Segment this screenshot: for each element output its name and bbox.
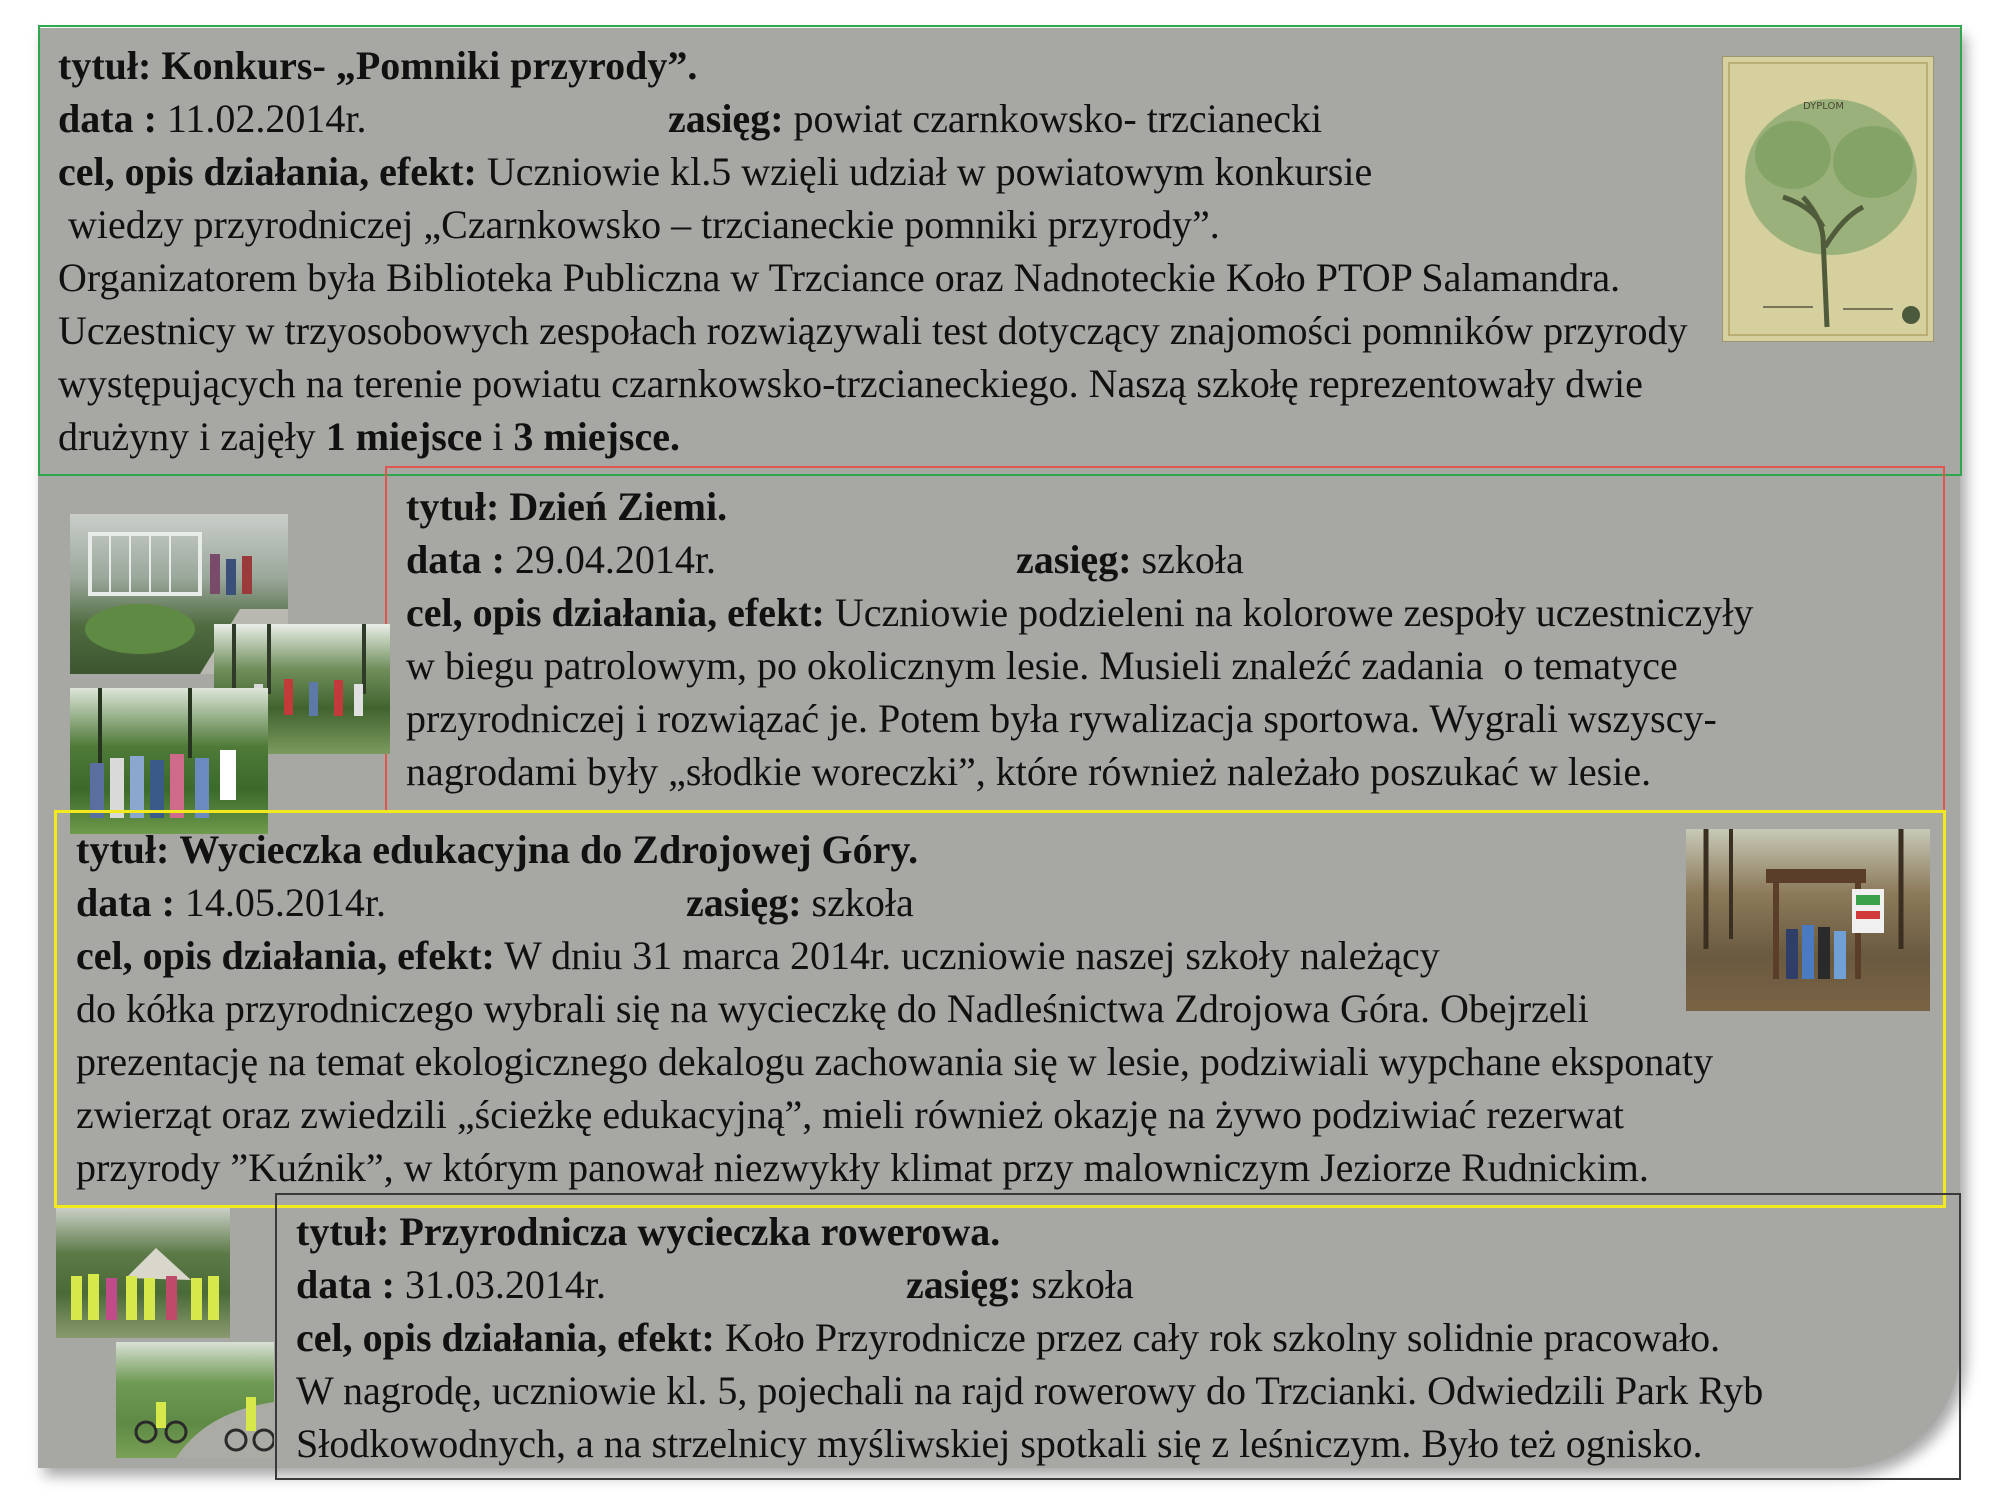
- section-2-scope: szkoła: [1141, 537, 1244, 582]
- section-4-date: 31.03.2014r.: [404, 1262, 607, 1307]
- section-2-desc-line-1: [406, 586, 1753, 639]
- section-1-desc-line-6: [58, 410, 680, 463]
- result-third-place: 3 miejsce.: [513, 414, 680, 459]
- scope-label: zasięg:: [1016, 537, 1132, 582]
- section-4-desc-text-1: Koło Przyrodnicze przez cały rok szkolny solidnie pracowało.: [724, 1315, 1721, 1360]
- section-1-date: 11.02.2014r.: [166, 96, 367, 141]
- section-1-scope: powiat czarnkowsko- trzcianecki: [793, 96, 1323, 141]
- title-label: tytuł:: [296, 1209, 390, 1254]
- section-3-title-line: [76, 823, 918, 876]
- diploma-tree-graphic: [1723, 57, 1933, 341]
- photo-bike-path: [116, 1342, 274, 1458]
- date-label: data :: [296, 1262, 395, 1307]
- section-1-desc-line-5: występujących na terenie powiatu czarnkowsko-trzcianeckiego. Naszą szkołę reprezentowały dwie: [58, 361, 1643, 406]
- section-1-title: Konkurs- „Pomniki przyrody”.: [161, 43, 698, 88]
- section-2-desc-line-4: nagrodami były „słodkie woreczki”, które również należało poszukać w lesie.: [406, 749, 1652, 794]
- section-3-scope: szkoła: [811, 880, 914, 925]
- date-label: data :: [406, 537, 505, 582]
- desc-label: cel, opis działania, efekt:: [58, 149, 477, 194]
- section-3-date-line: [76, 876, 386, 929]
- section-2-desc-line-2: w biegu patrolowym, po okolicznym lesie. Musieli znaleźć zadania o tematyce: [406, 643, 1678, 688]
- date-label: data :: [58, 96, 157, 141]
- section-2-date: 29.04.2014r.: [514, 537, 717, 582]
- scope-label: zasięg:: [906, 1262, 1022, 1307]
- section-4-title-line: [296, 1205, 1000, 1258]
- section-3-scope-line: [686, 876, 914, 929]
- title-label: tytuł:: [58, 43, 152, 88]
- section-3-desc-text-1: W dniu 31 marca 2014r. uczniowie naszej szkoły należący: [504, 933, 1440, 978]
- section-3-desc-line-3: prezentację na temat ekologicznego dekalogu zachowania się w lesie, podziwiali wypchane eksponaty: [76, 1039, 1714, 1084]
- section-4-desc-line-3: Słodkowodnych, a na strzelnicy myśliwskiej spotkali się z leśniczym. Było też ognisko.: [296, 1421, 1703, 1466]
- section-4-date-line: [296, 1258, 606, 1311]
- section-1-date-line: [58, 92, 367, 145]
- section-3-date: 14.05.2014r.: [184, 880, 387, 925]
- result-text: drużyny i zajęły: [58, 414, 326, 459]
- section-1-scope-line: [668, 92, 1322, 145]
- section-2-date-line: [406, 533, 716, 586]
- section-4-scope: szkoła: [1031, 1262, 1134, 1307]
- section-3-desc-line-2: do kółka przyrodniczego wybrali się na wycieczkę do Nadleśnictwa Zdrojowa Góra. Obejrzeli: [76, 986, 1589, 1031]
- title-label: tytuł:: [406, 484, 500, 529]
- desc-label: cel, opis działania, efekt:: [406, 590, 825, 635]
- section-1-desc-line-1: [58, 145, 1372, 198]
- section-1-title-line: [58, 39, 697, 92]
- scope-label: zasięg:: [668, 96, 784, 141]
- section-1-desc-line-2: wiedzy przyrodniczej „Czarnkowsko – trzcianeckie pomniki przyrody”.: [58, 202, 1220, 247]
- section-4-title: Przyrodnicza wycieczka rowerowa.: [399, 1209, 1001, 1254]
- result-connector: i: [482, 414, 514, 459]
- scope-label: zasięg:: [686, 880, 802, 925]
- title-label: tytuł:: [76, 827, 170, 872]
- section-3-desc-line-4: zwierząt oraz zwiedzili „ścieżkę edukacyjną”, mieli również okazję na żywo podziwiać rezerwat: [76, 1092, 1625, 1137]
- photo-bike-group-scene: [56, 1208, 230, 1338]
- diploma-image: [1722, 56, 1934, 342]
- section-2-desc-line-3: przyrodniczej i rozwiązać je. Potem była rywalizacja sportowa. Wygrali wszyscy-: [406, 696, 1717, 741]
- date-label: data :: [76, 880, 175, 925]
- section-2-desc-text-1: Uczniowie podzieleni na kolorowe zespoły uczestniczyły: [834, 590, 1754, 635]
- section-2-scope-line: [1016, 533, 1244, 586]
- section-4-desc-line-2: W nagrodę, uczniowie kl. 5, pojechali na rajd rowerowy do Trzcianki. Odwiedzili Park Ryb: [296, 1368, 1764, 1413]
- photo-forest-trail-sign: [1686, 829, 1930, 1011]
- desc-label: cel, opis działania, efekt:: [296, 1315, 715, 1360]
- photo-bike-group: [56, 1208, 230, 1338]
- section-2-title-line: [406, 480, 727, 533]
- section-1-desc-line-3: Organizatorem była Biblioteka Publiczna w Trzciance oraz Nadnoteckie Koło PTOP Salamandra.: [58, 255, 1621, 300]
- photo-forest-trail-scene: [1686, 829, 1930, 1011]
- section-3-title: Wycieczka edukacyjna do Zdrojowej Góry.: [179, 827, 919, 872]
- section-2-title: Dzień Ziemi.: [509, 484, 728, 529]
- result-first-place: 1 miejsce: [325, 414, 483, 459]
- photo-bike-path-scene: [116, 1342, 274, 1458]
- section-4-desc-line-1: [296, 1311, 1720, 1364]
- section-3-desc-line-5: przyrody ”Kuźnik”, w którym panował niezwykły klimat przy malowniczym Jeziorze Rudnickim.: [76, 1145, 1649, 1190]
- section-4-scope-line: [906, 1258, 1134, 1311]
- section-1-desc-text-1: Uczniowie kl.5 wzięli udział w powiatowym konkursie: [486, 149, 1373, 194]
- section-3-desc-line-1: [76, 929, 1440, 982]
- section-1-desc-line-4: Uczestnicy w trzyosobowych zespołach rozwiązywali test dotyczący znajomości pomników przyrody: [58, 308, 1688, 353]
- diploma-heading: DYPLOM: [1803, 101, 1845, 112]
- desc-label: cel, opis działania, efekt:: [76, 933, 495, 978]
